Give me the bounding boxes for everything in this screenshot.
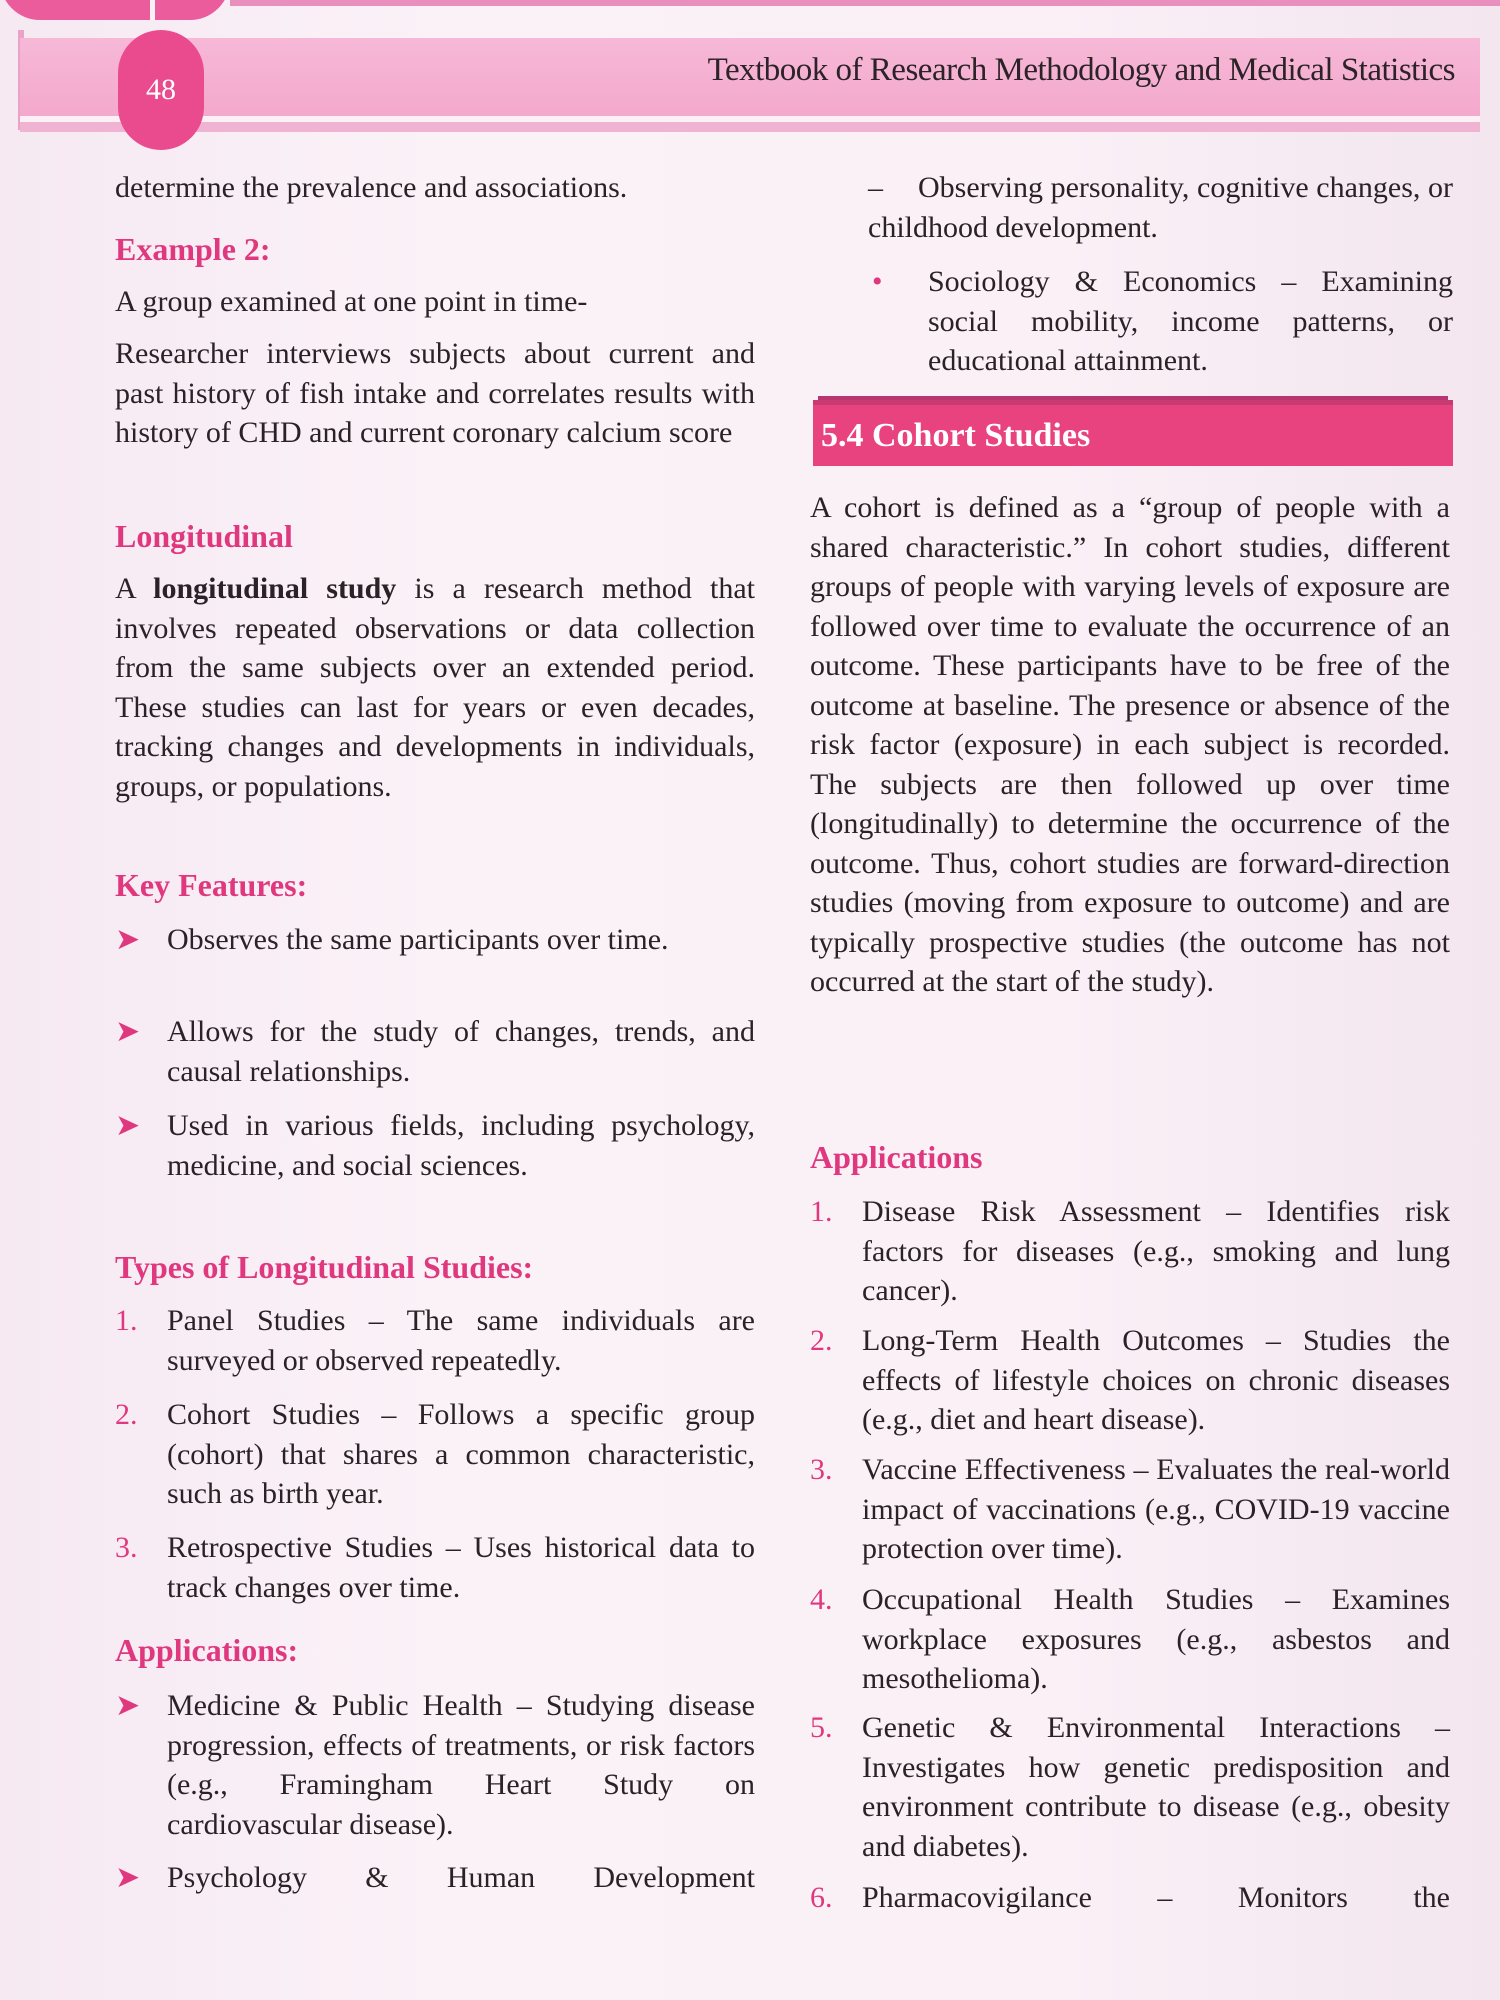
list-item-text: Observes the same participants over time.	[167, 923, 669, 956]
list-item	[115, 920, 755, 960]
book-title: Textbook of Research Methodology and Medical Statistics	[707, 52, 1455, 88]
example-paragraph-2: Researcher interviews subjects about current and past history of fish intake and correlates results with history of CHD and current coronary calcium score	[115, 337, 755, 449]
list-item-text: Sociology & Economics – Examining social mobility, income patterns, or educational attainment.	[928, 265, 1453, 377]
list-item-text: Disease Risk Assessment – Identifies risk factors for diseases (e.g., smoking and lung cancer).	[862, 1195, 1450, 1307]
arrow-bullet-icon: ➤	[115, 1015, 141, 1048]
applications-heading: Applications:	[115, 1632, 299, 1668]
list-item-text: Used in various fields, including psychology, medicine, and social sciences.	[167, 1109, 755, 1182]
dot-bullet-icon: •	[872, 265, 883, 298]
list-item-text: Cohort Studies – Follows a specific group (cohort) that shares a common characteristic, such as birth year.	[167, 1398, 755, 1510]
list-item	[810, 1878, 1450, 1918]
list-item	[810, 1321, 1450, 1440]
list-item-text: Observing personality, cognitive changes, or childhood development.	[868, 171, 1453, 244]
list-number: 3.	[115, 1531, 138, 1564]
list-item	[115, 1106, 755, 1185]
top-decor-tab	[0, 0, 230, 20]
longitudinal-heading: Longitudinal	[115, 518, 293, 554]
text: A	[115, 572, 154, 605]
text: is a research method that involves repeated observations or data collection from the same subjects over an extended period. These studies can last for years or even decades, tracking changes and developments in individuals, groups, or populations.	[115, 572, 755, 803]
list-item-text: Panel Studies – The same individuals are surveyed or observed repeatedly.	[167, 1304, 755, 1377]
bold-term: longitudinal study	[153, 572, 397, 605]
top-decor-strip	[230, 0, 1500, 6]
types-heading: Types of Longitudinal Studies:	[115, 1249, 534, 1285]
longitudinal-paragraph	[115, 569, 755, 806]
list-item	[115, 1528, 755, 1607]
page-number: 48	[118, 30, 204, 150]
list-item-text: Medicine & Public Health – Studying disease progression, effects of treatments, or risk factors (e.g., Framingham Heart Study on cardiovascular disease).	[167, 1689, 755, 1841]
list-item	[810, 1450, 1450, 1569]
list-item	[115, 1858, 755, 1898]
applications-heading: Applications	[810, 1139, 983, 1175]
dash-item	[868, 168, 1453, 247]
list-item-text: Psychology & Human Development	[167, 1861, 755, 1894]
list-number: 3.	[810, 1453, 833, 1486]
list-item	[868, 262, 1453, 381]
intro-line: determine the prevalence and associations.	[115, 171, 628, 204]
list-number: 4.	[810, 1583, 833, 1616]
list-item-text: Allows for the study of changes, trends, and causal relationships.	[167, 1015, 755, 1088]
list-item	[810, 1580, 1450, 1699]
list-number: 6.	[810, 1881, 833, 1914]
example-paragraph-1: A group examined at one point in time-	[115, 285, 588, 318]
list-item-text: Vaccine Effectiveness – Evaluates the real-world impact of vaccinations (e.g., COVID-19 vaccine protection over time).	[862, 1453, 1450, 1565]
list-number: 5.	[810, 1711, 833, 1744]
arrow-bullet-icon: ➤	[115, 1861, 141, 1894]
list-number: 2.	[810, 1324, 833, 1357]
list-item-text: Pharmacovigilance – Monitors the	[862, 1881, 1450, 1914]
list-item	[810, 1192, 1450, 1311]
list-item-text: Occupational Health Studies – Examines workplace exposures (e.g., asbestos and mesothelioma).	[862, 1583, 1450, 1695]
cohort-paragraph: A cohort is defined as a “group of people with a shared characteristic.” In cohort studies, different groups of people with varying levels of exposure are followed over time to evaluate the occurrence of an outcome. These participants have to be free of the outcome at baseline. The presence or absence of the risk factor (exposure) in each subject is recorded. The subjects are then followed up over time (longitudinally) to determine the occurrence of the outcome. Thus, cohort studies are forward-direction studies (moving from exposure to outcome) and are typically prospective studies (the outcome has not occurred at the start of the study).	[810, 491, 1450, 998]
list-number: 1.	[115, 1304, 138, 1337]
list-item	[810, 1708, 1450, 1866]
list-item-text: Retrospective Studies – Uses historical data to track changes over time.	[167, 1531, 755, 1604]
list-number: 2.	[115, 1398, 138, 1431]
list-number: 1.	[810, 1195, 833, 1228]
list-item-text: Long-Term Health Outcomes – Studies the effects of lifestyle choices on chronic diseases (e.g., diet and heart disease).	[862, 1324, 1450, 1436]
arrow-bullet-icon: ➤	[115, 1689, 141, 1722]
list-item	[115, 1301, 755, 1380]
list-item	[115, 1012, 755, 1091]
dash-icon: –	[868, 171, 883, 204]
arrow-bullet-icon: ➤	[115, 923, 141, 956]
key-features-heading: Key Features:	[115, 867, 308, 903]
list-item	[115, 1686, 755, 1844]
list-item-text: Genetic & Environmental Interactions – Investigates how genetic predisposition and environment contribute to disease (e.g., obesity and diabetes).	[862, 1711, 1450, 1863]
list-item	[115, 1395, 755, 1514]
section-title: 5.4 Cohort Studies	[813, 400, 1453, 466]
example-heading: Example 2:	[115, 231, 271, 267]
arrow-bullet-icon: ➤	[115, 1109, 141, 1142]
